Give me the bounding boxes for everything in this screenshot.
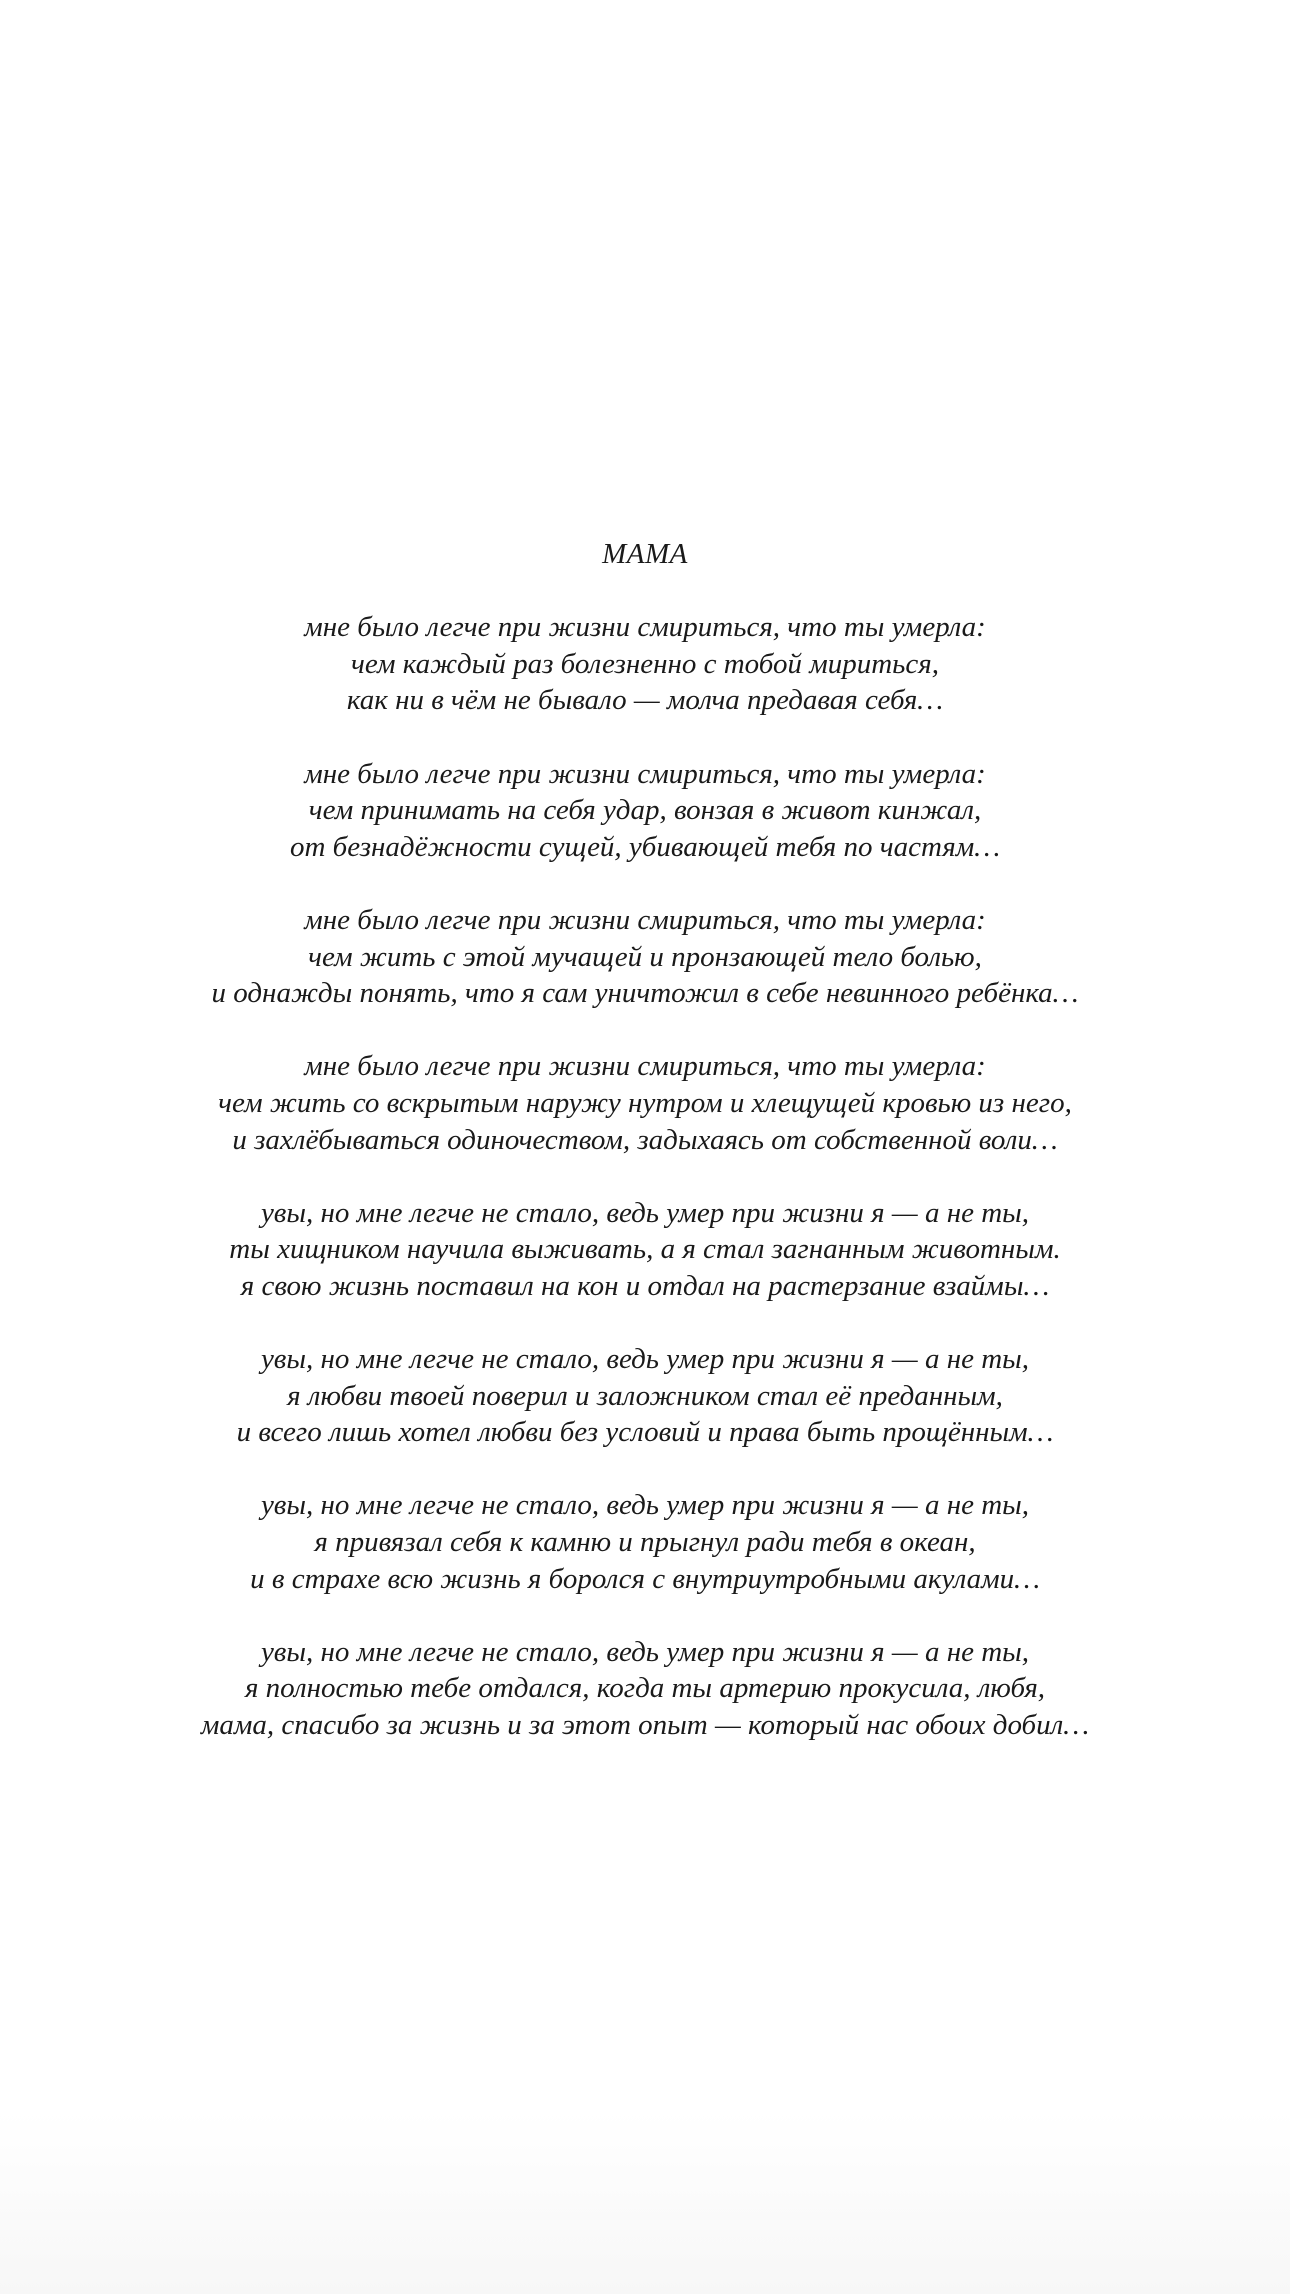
- poem-line: и в страхе всю жизнь я боролся с внутриутробными акулами…: [250, 1562, 1040, 1595]
- poem-line: мне было легче при жизни смириться, что ты умерла:: [304, 611, 986, 644]
- poem: [0, 536, 1290, 1780]
- stanza-5: [0, 1195, 1290, 1305]
- poem-line: от безнадёжности сущей, убивающей тебя по частям…: [289, 830, 1001, 863]
- poem-line: как ни в чём не бывало — молча предавая себя…: [346, 684, 944, 717]
- poem-title: МАМА: [602, 538, 688, 570]
- stanza-6: [0, 1341, 1290, 1451]
- stanza-3: [0, 902, 1290, 1012]
- poem-line: увы, но мне легче не стало, ведь умер при жизни я — а не ты,: [260, 1489, 1030, 1522]
- poem-line: мама, спасибо за жизнь и за этот опыт — который нас обоих добил…: [200, 1709, 1090, 1741]
- poem-line: мне было легче при жизни смириться, что ты умерла:: [304, 1050, 986, 1083]
- poem-line: увы, но мне легче не стало, ведь умер при жизни я — а не ты,: [260, 1343, 1030, 1376]
- poem-line: и всего лишь хотел любви без условий и права быть прощённым…: [236, 1416, 1054, 1449]
- stanza-8: [0, 1634, 1290, 1744]
- poem-line: увы, но мне легче не стало, ведь умер при жизни я — а не ты,: [260, 1196, 1030, 1229]
- poem-line: и захлёбываться одиночеством, задыхаясь от собственной воли…: [232, 1123, 1058, 1156]
- poem-line: мне было легче при жизни смириться, что ты умерла:: [304, 757, 986, 790]
- stanza-1: [0, 609, 1290, 719]
- poem-line: и однажды понять, что я сам уничтожил в себе невинного ребёнка…: [211, 977, 1079, 1010]
- poem-line: я привязал себя к камню и прыгнул ради тебя в океан,: [314, 1526, 976, 1559]
- poem-line: я свою жизнь поставил на кон и отдал на растерзание взаймы…: [240, 1269, 1050, 1302]
- stanza-4: [0, 1048, 1290, 1158]
- poem-line: мне было легче при жизни смириться, что ты умерла:: [304, 903, 986, 936]
- stanza-7: [0, 1487, 1290, 1597]
- poem-line: чем жить со вскрытым наружу нутром и хлещущей кровью из него,: [218, 1086, 1072, 1119]
- stanza-2: [0, 756, 1290, 866]
- poem-line: я любви твоей поверил и заложником стал её преданным,: [287, 1379, 1003, 1412]
- poem-line: увы, но мне легче не стало, ведь умер при жизни я — а не ты,: [260, 1635, 1030, 1668]
- poem-line: ты хищником научила выживать, а я стал загнанным животным.: [229, 1233, 1061, 1266]
- poem-line: чем принимать на себя удар, вонзая в живот кинжал,: [308, 794, 982, 827]
- poem-line: чем каждый раз болезненно с тобой мириться,: [350, 647, 939, 680]
- poem-line: я полностью тебе отдался, когда ты артерию прокусила, любя,: [244, 1672, 1046, 1705]
- poem-line: чем жить с этой мучащей и пронзающей тело болью,: [308, 940, 982, 973]
